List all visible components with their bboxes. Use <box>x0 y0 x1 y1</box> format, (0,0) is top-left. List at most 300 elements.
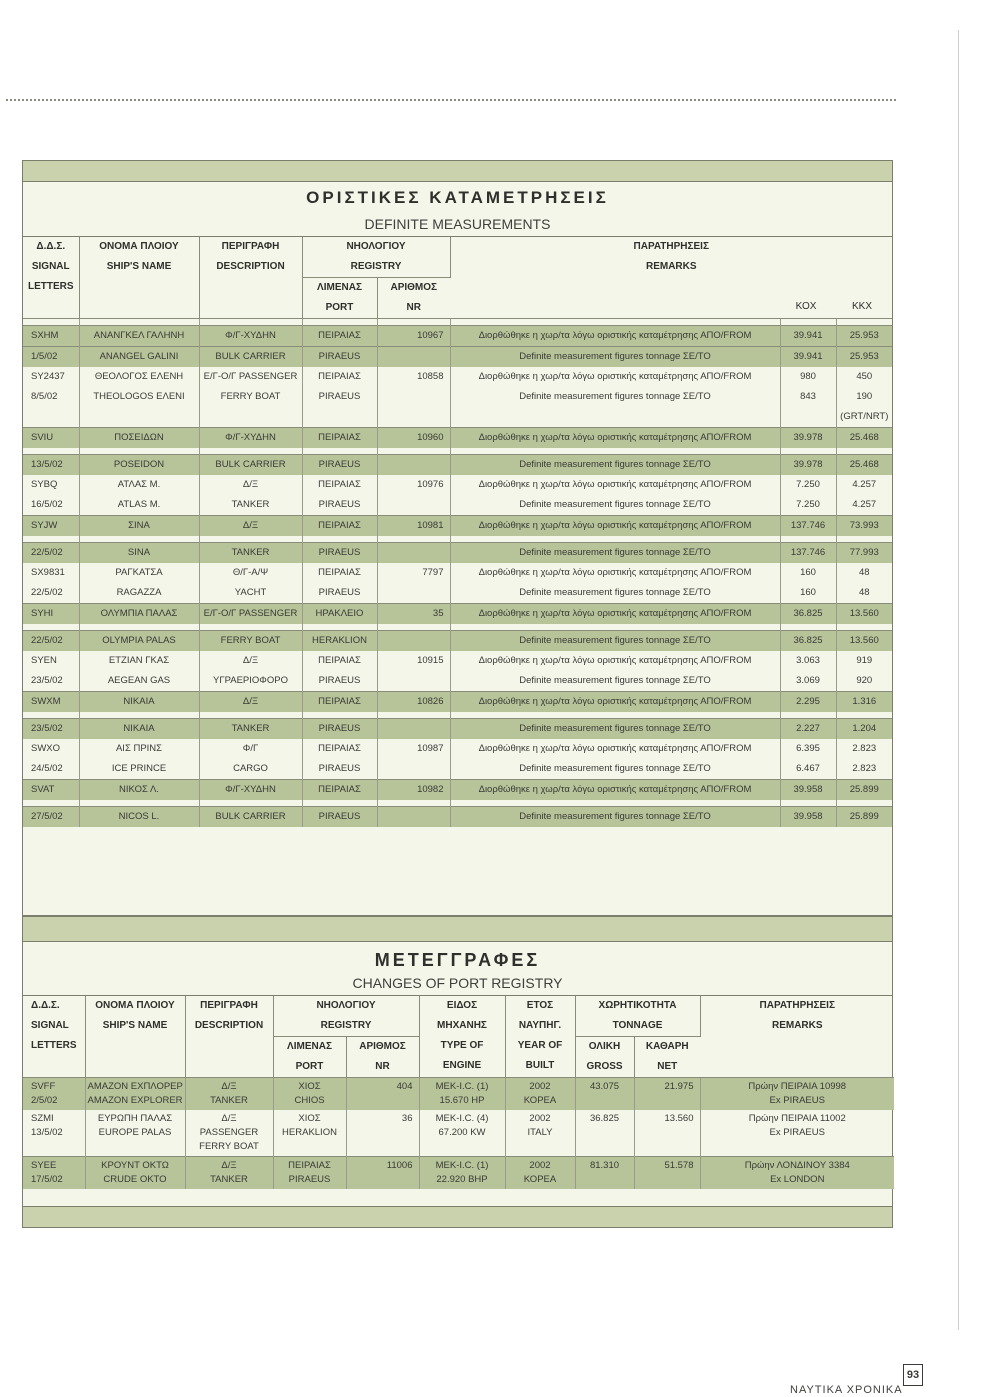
changes-title-english: CHANGES OF PORT REGISTRY <box>352 975 563 991</box>
table-row <box>23 428 892 449</box>
engine-cell-line: 67.200 KW <box>438 1127 486 1138</box>
registry-number-cell <box>377 387 450 407</box>
signal-letters-cell: 22/5/02 <box>23 583 79 604</box>
kox-cell: 160 <box>780 583 836 604</box>
table-row <box>23 1157 894 1190</box>
remark-cell-line: Ex PIRAEUS <box>769 1095 825 1106</box>
ship-name-cell <box>85 1110 185 1157</box>
port-cell-line: ΠΕΙΡΑΙΑΣ <box>288 1160 331 1171</box>
registry-number-cell <box>377 719 450 740</box>
header-tonnage <box>575 996 700 1037</box>
port-cell: PIRAEUS <box>302 719 377 740</box>
remark-cell: Definite measurement figures tonnage ΣΕ/TO <box>450 495 780 516</box>
engine-cell-line: 15.670 HP <box>439 1095 485 1106</box>
signal-letters-cell: SYBQ <box>23 475 79 495</box>
description-cell-line: TANKER <box>210 1095 248 1106</box>
magazine-name: ΝΑΥΤΙΚΑ ΧΡΟΝΙΚΑ <box>790 1384 903 1396</box>
ship-name-cell-line: AMAZON EXPLORER <box>87 1095 183 1106</box>
ship-name-cell <box>79 407 199 428</box>
definite-title-block <box>23 182 892 237</box>
signal-letters-cell: SVIU <box>23 428 79 449</box>
signal-letters-cell: 16/5/02 <box>23 495 79 516</box>
description-cell: Δ/Ξ <box>199 692 302 713</box>
kkx-cell: 4.257 <box>852 479 877 490</box>
ship-name-cell: ΕΤΖΙΑΝ ΓΚΑΣ <box>79 651 199 671</box>
header-remarks-gr: ΠΑΡΑΤΗΡΗΣΕΙΣ <box>633 241 709 252</box>
signal-letters-cell: SYHI <box>23 604 79 625</box>
ship-name-cell-line: EUROPE PALAS <box>98 1127 172 1138</box>
registry-number-cell <box>377 759 450 780</box>
remark-cell: Definite measurement figures tonnage ΣΕ/TO <box>450 631 780 652</box>
kkx-cell: 48 <box>858 587 870 598</box>
header-registry-en: REGISTRY <box>350 261 402 272</box>
ship-name-cell <box>85 1078 185 1111</box>
signal-letters-cell-line: 13/5/02 <box>31 1127 63 1138</box>
port-cell: PIRAEUS <box>302 807 377 828</box>
definite-title-greek: ΟΡΙΣΤΙΚΕΣ ΚΑΤΑΜΕΤΡΗΣΕΙΣ <box>306 188 609 207</box>
description-cell <box>185 1157 273 1190</box>
header-net-gr: ΚΑΘΑΡΗ <box>645 1041 689 1052</box>
engine-cell-line: ΜΕΚ-I.C. (4) <box>435 1113 489 1124</box>
header-net <box>634 1037 700 1078</box>
registry-number-cell <box>377 407 450 428</box>
ship-name-cell: ΡΑΓΚΑΤΣΑ <box>79 563 199 583</box>
remark-cell <box>700 1157 894 1190</box>
remark-cell: Διορθώθηκε η χωρ/τα λόγω οριστικής καταμέτρησης ΑΠΟ/FROM <box>450 780 780 801</box>
description-cell: Θ/Γ-Α/Ψ <box>199 563 302 583</box>
header-letters-en: LETTERS <box>31 1040 77 1051</box>
header-kox: ΚΟΧ <box>795 301 817 312</box>
header-nr-gr: ΑΡΙΘΜΟΣ <box>359 1041 406 1052</box>
kox-cell: 2.227 <box>780 719 836 740</box>
port-cell <box>302 407 377 428</box>
header-nr-en: NR <box>375 1061 390 1072</box>
signal-letters-cell: SWXO <box>23 739 79 759</box>
kox-cell: 3.069 <box>780 671 836 692</box>
header-year-en-2: BUILT <box>525 1060 555 1071</box>
header-desc-en: DESCRIPTION <box>194 1020 264 1031</box>
header-remarks-gr: ΠΑΡΑΤΗΡΗΣΕΙΣ <box>759 1000 835 1011</box>
remark-cell: Διορθώθηκε η χωρ/τα λόγω οριστικής καταμέτρησης ΑΠΟ/FROM <box>450 428 780 449</box>
header-registry <box>273 996 419 1037</box>
port-cell: ΠΕΙΡΑΙΑΣ <box>302 475 377 495</box>
gross-tonnage-cell <box>575 1157 634 1190</box>
header-port-en: PORT <box>295 1061 324 1072</box>
table-row <box>23 759 892 780</box>
registry-number-cell-value: 36 <box>401 1113 413 1124</box>
header-remarks <box>700 996 894 1078</box>
kkx-cell: 77.993 <box>836 543 892 564</box>
ship-name-cell: POSEIDON <box>79 455 199 476</box>
signal-letters-cell: 24/5/02 <box>23 759 79 780</box>
signal-letters-cell <box>23 1157 85 1190</box>
registry-number-cell: 10982 <box>377 780 450 801</box>
ship-name-cell-line: CRUDE OKTO <box>103 1174 167 1185</box>
engine-cell-line: ΜΕΚ-I.C. (1) <box>435 1160 489 1171</box>
remark-cell: Definite measurement figures tonnage ΣΕ/TO <box>450 583 780 604</box>
remark-cell: Διορθώθηκε η χωρ/τα λόγω οριστικής καταμέτρησης ΑΠΟ/FROM <box>450 367 780 387</box>
ship-name-cell: ΑΙΣ ΠΡΙΝΣ <box>79 739 199 759</box>
registry-number-cell <box>377 543 450 564</box>
remark-cell: Διορθώθηκε η χωρ/τα λόγω οριστικής καταμέτρησης ΑΠΟ/FROM <box>450 692 780 713</box>
registry-number-cell <box>377 671 450 692</box>
kox-cell: 36.825 <box>780 604 836 625</box>
header-name-gr: ΟΝΟΜΑ ΠΛΟΙΟΥ <box>99 241 179 252</box>
signal-letters-cell: 22/5/02 <box>23 543 79 564</box>
definite-measurements-table <box>23 237 892 827</box>
description-cell: TANKER <box>199 495 302 516</box>
description-cell: Φ/Γ <box>199 739 302 759</box>
kox-cell: 39.978 <box>780 455 836 476</box>
description-cell: BULK CARRIER <box>199 455 302 476</box>
table-row <box>23 475 892 495</box>
table-row <box>23 692 892 713</box>
description-cell: Φ/Γ-ΧΥΔΗΝ <box>199 326 302 347</box>
year-built-cell-line: ΚΟΡΕΑ <box>523 1174 557 1185</box>
gross-tonnage-cell <box>575 1110 634 1157</box>
registry-number-cell <box>346 1110 419 1157</box>
ship-name-cell: RAGAZZA <box>79 583 199 604</box>
header-gross <box>575 1037 634 1078</box>
ship-name-cell: ΑΤΛΑΣ Μ. <box>79 475 199 495</box>
header-signal-gr: Δ.Δ.Σ. <box>36 241 66 252</box>
signal-letters-cell: SYJW <box>23 516 79 537</box>
registry-number-cell: 35 <box>377 604 450 625</box>
registry-number-cell: 10967 <box>377 326 450 347</box>
remark-cell-line: Πρώην ΠΕΙΡΑΙΑ 10998 <box>748 1081 847 1092</box>
definite-measurements-panel <box>22 160 893 916</box>
engine-cell-line: 22.920 BHP <box>436 1174 488 1185</box>
registry-number-cell <box>377 583 450 604</box>
table-row <box>23 807 892 828</box>
header-port <box>273 1037 346 1078</box>
port-cell: ΠΕΙΡΑΙΑΣ <box>302 692 377 713</box>
signal-letters-cell: 13/5/02 <box>23 455 79 476</box>
kox-cell <box>780 407 836 428</box>
port-cell: PIRAEUS <box>302 455 377 476</box>
port-cell: PIRAEUS <box>302 387 377 407</box>
changes-title-block <box>23 942 892 996</box>
kkx-cell: 13.560 <box>836 604 892 625</box>
kox-cell: 137.746 <box>780 543 836 564</box>
port-cell: ΠΕΙΡΑΙΑΣ <box>302 326 377 347</box>
signal-letters-cell: 23/5/02 <box>23 719 79 740</box>
header-remarks-en: REMARKS <box>771 1020 823 1031</box>
ship-name-cell: OLYMPIA PALAS <box>79 631 199 652</box>
page-margin-rule <box>958 30 959 1330</box>
description-cell <box>185 1110 273 1157</box>
signal-letters-cell: 8/5/02 <box>23 387 79 407</box>
port-cell-line: PIRAEUS <box>288 1174 331 1185</box>
signal-letters-cell <box>23 407 79 428</box>
description-cell: Ε/Γ-Ο/Γ PASSENGER <box>199 367 302 387</box>
header-year-built <box>505 996 575 1078</box>
port-cell: PIRAEUS <box>302 671 377 692</box>
kox-cell: 36.825 <box>780 631 836 652</box>
signal-letters-cell: 22/5/02 <box>23 631 79 652</box>
port-cell-line: HERAKLION <box>282 1127 337 1138</box>
kox-cell: 6.395 <box>780 739 836 759</box>
table-row <box>23 651 892 671</box>
ship-name-cell: AEGEAN GAS <box>79 671 199 692</box>
description-cell-line: FERRY BOAT <box>199 1141 259 1152</box>
kkx-cell: 25.899 <box>836 807 892 828</box>
kox-cell: 39.941 <box>780 347 836 368</box>
remark-cell: Definite measurement figures tonnage ΣΕ/TO <box>450 387 780 407</box>
header-name-gr: ΟΝΟΜΑ ΠΛΟΙΟΥ <box>95 1000 175 1011</box>
year-built-cell <box>505 1110 575 1157</box>
header-year-gr-1: ΕΤΟΣ <box>526 1000 554 1011</box>
header-year-gr-2: ΝΑΥΠΗΓ. <box>518 1020 562 1031</box>
port-cell: ΠΕΙΡΑΙΑΣ <box>302 516 377 537</box>
header-ship-name <box>85 996 185 1078</box>
header-year-en-1: YEAR OF <box>517 1040 563 1051</box>
gross-tonnage-cell-value: 43.075 <box>589 1081 620 1092</box>
registry-number-cell <box>377 347 450 368</box>
header-net-en: NET <box>657 1061 678 1072</box>
table-row <box>23 495 892 516</box>
header-engine-gr-2: ΜΗΧΑΝΗΣ <box>437 1020 487 1031</box>
header-registry-gr: ΝΗΟΛΟΓΙΟΥ <box>316 1000 376 1011</box>
table-row <box>23 1078 894 1111</box>
description-cell-line: TANKER <box>210 1174 248 1185</box>
description-cell-line: Δ/Ξ <box>221 1081 237 1092</box>
remark-cell: Διορθώθηκε η χωρ/τα λόγω οριστικής καταμέτρησης ΑΠΟ/FROM <box>450 516 780 537</box>
header-port-gr: ΛΙΜΕΝΑΣ <box>317 282 362 293</box>
table-row <box>23 407 892 428</box>
description-cell: FERRY BOAT <box>199 631 302 652</box>
ship-name-cell: ΝΙΚΟΣ Λ. <box>79 780 199 801</box>
gross-tonnage-cell <box>575 1078 634 1111</box>
signal-letters-cell-line: 2/5/02 <box>31 1095 58 1106</box>
remark-cell-line: Ex PIRAEUS <box>769 1127 825 1138</box>
kkx-cell: 1.204 <box>836 719 892 740</box>
ship-name-cell <box>85 1157 185 1190</box>
year-built-cell-line: 2002 <box>529 1160 551 1171</box>
remark-cell: Definite measurement figures tonnage ΣΕ/TO <box>450 543 780 564</box>
table-row <box>23 563 892 583</box>
year-built-cell-line: ITALY <box>527 1127 553 1138</box>
engine-cell <box>419 1078 505 1111</box>
port-cell: PIRAEUS <box>302 495 377 516</box>
description-cell-line: PASSENGER <box>199 1127 259 1138</box>
header-signal-gr: Δ.Δ.Σ. <box>31 1000 60 1011</box>
registry-number-cell: 10960 <box>377 428 450 449</box>
remark-cell: Διορθώθηκε η χωρ/τα λόγω οριστικής καταμέτρησης ΑΠΟ/FROM <box>450 739 780 759</box>
year-built-cell-line: 2002 <box>529 1081 551 1092</box>
port-cell: ΠΕΙΡΑΙΑΣ <box>302 651 377 671</box>
remark-cell-line: Πρώην ΠΕΙΡΑΙΑ 11002 <box>748 1113 846 1124</box>
net-tonnage-cell-value: 13.560 <box>664 1113 694 1124</box>
table-row <box>23 631 892 652</box>
header-port <box>302 278 377 319</box>
header-engine-gr-1: ΕΙΔΟΣ <box>446 1000 478 1011</box>
registry-number-cell <box>377 455 450 476</box>
registry-number-cell: 10987 <box>377 739 450 759</box>
changes-table-body <box>23 1078 894 1190</box>
description-cell: TANKER <box>199 719 302 740</box>
ship-name-cell: NIKAIA <box>79 719 199 740</box>
year-built-cell <box>505 1157 575 1190</box>
description-cell: Δ/Ξ <box>199 651 302 671</box>
header-letters-en: LETTERS <box>27 281 74 292</box>
panel-bottom-band <box>23 1206 892 1227</box>
signal-letters-cell: 23/5/02 <box>23 671 79 692</box>
header-nr-gr: ΑΡΙΘΜΟΣ <box>390 282 438 293</box>
table-row <box>23 387 892 407</box>
table-row <box>23 455 892 476</box>
definite-table-body <box>23 319 892 828</box>
ship-name-cell: ICE PRINCE <box>79 759 199 780</box>
ship-name-cell: ΣΙΝΑ <box>79 516 199 537</box>
gross-tonnage-cell-value: 36.825 <box>589 1113 620 1124</box>
kox-cell: 7.250 <box>780 475 836 495</box>
table-row <box>23 516 892 537</box>
remark-cell <box>450 407 780 428</box>
kkx-cell: 48 <box>858 567 870 578</box>
table-row <box>23 1110 894 1157</box>
remark-cell <box>700 1078 894 1111</box>
port-cell: PIRAEUS <box>302 347 377 368</box>
signal-letters-cell: 1/5/02 <box>23 347 79 368</box>
engine-cell <box>419 1157 505 1190</box>
kox-cell: 2.295 <box>780 692 836 713</box>
net-tonnage-cell-value: 51.578 <box>664 1160 694 1171</box>
port-cell: ΠΕΙΡΑΙΑΣ <box>302 780 377 801</box>
ship-name-cell: ΘΕΟΛΟΓΟΣ ΕΛΕΝΗ <box>79 367 199 387</box>
port-cell: ΠΕΙΡΑΙΑΣ <box>302 563 377 583</box>
table-row <box>23 367 892 387</box>
header-registry-gr: ΝΗΟΛΟΓΙΟΥ <box>346 241 406 252</box>
port-cell: PIRAEUS <box>302 543 377 564</box>
header-remarks <box>450 237 892 319</box>
signal-letters-cell-line: SVFF <box>31 1081 56 1092</box>
header-nr <box>346 1037 419 1078</box>
top-dotted-rule <box>6 99 896 101</box>
ship-name-cell: ANANGEL GALINI <box>79 347 199 368</box>
net-tonnage-cell <box>634 1078 700 1111</box>
port-cell: ΗΡΑΚΛΕΙΟ <box>302 604 377 625</box>
description-cell: ΥΓΡΑΕΡΙΟΦΟΡΟ <box>199 671 302 692</box>
header-signal-letters <box>23 996 85 1078</box>
engine-cell <box>419 1110 505 1157</box>
description-cell: Δ/Ξ <box>199 516 302 537</box>
kox-cell: 39.978 <box>780 428 836 449</box>
header-desc-en: DESCRIPTION <box>216 261 285 272</box>
kox-cell: 39.958 <box>780 807 836 828</box>
header-description <box>185 996 273 1078</box>
port-cell-line: ΧΙΟΣ <box>298 1081 321 1092</box>
description-cell: TANKER <box>199 543 302 564</box>
port-cell: ΠΕΙΡΑΙΑΣ <box>302 367 377 387</box>
kox-cell: 39.941 <box>780 326 836 347</box>
port-registry-changes-panel <box>22 916 893 1228</box>
kkx-cell: 920 <box>856 675 873 686</box>
table-row <box>23 739 892 759</box>
port-registry-changes-table <box>23 996 894 1189</box>
kox-cell: 39.958 <box>780 780 836 801</box>
header-signal-en: SIGNAL <box>31 1020 69 1031</box>
description-cell: Δ/Ξ <box>199 475 302 495</box>
ship-name-cell: NICOS L. <box>79 807 199 828</box>
header-name-en: SHIP'S NAME <box>102 1020 168 1031</box>
header-port-en: PORT <box>325 302 354 313</box>
net-tonnage-cell-value: 21.975 <box>664 1081 694 1092</box>
kkx-cell: 2.823 <box>852 763 877 774</box>
registry-number-cell <box>346 1078 419 1111</box>
port-cell: ΠΕΙΡΑΙΑΣ <box>302 428 377 449</box>
port-cell-line: CHIOS <box>294 1095 325 1106</box>
signal-letters-cell: SYEN <box>23 651 79 671</box>
kkx-cell: 4.257 <box>852 499 877 510</box>
signal-letters-cell: SWXM <box>23 692 79 713</box>
remark-cell: Διορθώθηκε η χωρ/τα λόγω οριστικής καταμέτρησης ΑΠΟ/FROM <box>450 651 780 671</box>
remark-cell-line: Ex LONDON <box>770 1174 825 1185</box>
year-built-cell <box>505 1078 575 1111</box>
description-cell: Ε/Γ-Ο/Γ PASSENGER <box>199 604 302 625</box>
year-built-cell-line: ΚΟΡΕΑ <box>523 1095 557 1106</box>
header-engine-en-2: ENGINE <box>442 1060 482 1071</box>
kkx-cell: 2.823 <box>852 743 877 754</box>
ship-name-cell-line: ΚΡΟΥΝΤ ΟΚΤΩ <box>101 1160 169 1171</box>
signal-letters-cell <box>23 1110 85 1157</box>
header-remarks-en: REMARKS <box>645 261 697 272</box>
port-cell <box>273 1078 346 1111</box>
definite-title-english: DEFINITE MEASUREMENTS <box>364 216 551 232</box>
remark-cell: Definite measurement figures tonnage ΣΕ/TO <box>450 347 780 368</box>
table-row <box>23 583 892 604</box>
net-tonnage-cell <box>634 1110 700 1157</box>
kox-cell: 160 <box>780 563 836 583</box>
description-cell <box>199 407 302 428</box>
port-cell: HERAKLION <box>302 631 377 652</box>
ship-name-cell-line: ΕΥΡΩΠΗ ΠΑΛΑΣ <box>97 1113 173 1124</box>
header-port-gr: ΛΙΜΕΝΑΣ <box>287 1041 332 1052</box>
ship-name-cell: ΟΛΥΜΠΙΑ ΠΑΛΑΣ <box>79 604 199 625</box>
header-engine-en-1: TYPE OF <box>440 1040 484 1051</box>
header-gross-en: GROSS <box>586 1061 623 1072</box>
remark-cell: Definite measurement figures tonnage ΣΕ/TO <box>450 671 780 692</box>
registry-number-cell <box>377 495 450 516</box>
ship-name-cell: SINA <box>79 543 199 564</box>
kkx-cell: 25.468 <box>836 455 892 476</box>
changes-title-greek: ΜΕΤΕΓΓΡΑΦΕΣ <box>374 950 541 970</box>
description-cell: CARGO <box>199 759 302 780</box>
remark-cell-line: Πρώην ΛΟΝΔΙΝΟΥ 3384 <box>744 1160 850 1171</box>
ship-name-cell: ΝΙΚΑΙΑ <box>79 692 199 713</box>
header-registry <box>302 237 450 278</box>
kox-cell: 137.746 <box>780 516 836 537</box>
page-footer <box>790 1373 920 1397</box>
registry-number-cell <box>346 1157 419 1190</box>
signal-letters-cell: 27/5/02 <box>23 807 79 828</box>
description-cell: BULK CARRIER <box>199 347 302 368</box>
year-built-cell-line: 2002 <box>529 1113 551 1124</box>
kkx-cell: 450 <box>856 371 873 382</box>
remark-cell: Διορθώθηκε η χωρ/τα λόγω οριστικής καταμέτρησης ΑΠΟ/FROM <box>450 326 780 347</box>
kkx-cell: (GRT/NRT) <box>840 411 889 422</box>
header-nr-en: NR <box>406 302 421 313</box>
port-cell <box>273 1157 346 1190</box>
header-engine <box>419 996 505 1078</box>
ship-name-cell: ΠΟΣΕΙΔΩΝ <box>79 428 199 449</box>
port-cell <box>273 1110 346 1157</box>
header-name-en: SHIP'S NAME <box>106 261 172 272</box>
panel-top-band <box>23 161 892 182</box>
engine-cell-line: ΜΕΚ-I.C. (1) <box>435 1081 489 1092</box>
description-cell-line: Δ/Ξ <box>221 1113 237 1124</box>
port-cell: ΠΕΙΡΑΙΑΣ <box>302 739 377 759</box>
